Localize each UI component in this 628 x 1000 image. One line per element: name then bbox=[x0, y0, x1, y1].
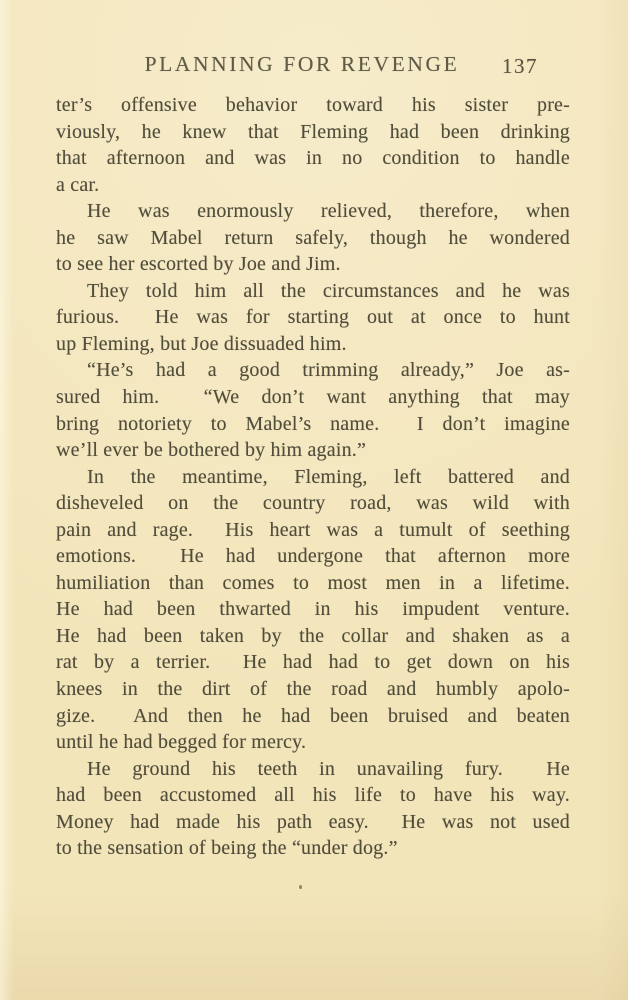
text-line: to the sensation of being the “under dog.” bbox=[56, 837, 398, 860]
text-line: pain and rage. His heart was a tumult of seething bbox=[56, 518, 570, 541]
text-line: to see her escorted by Joe and Jim. bbox=[56, 253, 341, 276]
text-line: He had been taken by the collar and shaken as a bbox=[56, 624, 570, 647]
ink-speck bbox=[299, 885, 302, 889]
text-line: furious. He was for starting out at once to hunt bbox=[56, 306, 570, 329]
text-line: emotions. He had undergone that afternon more bbox=[56, 545, 570, 568]
text-line: Money had made his path easy. He was not used bbox=[56, 810, 570, 833]
text-line: he saw Mabel return safely, though he wondered bbox=[56, 226, 570, 249]
paragraph bbox=[56, 464, 570, 756]
page-number: 137 bbox=[502, 54, 538, 78]
text-line: humiliation than comes to most men in a lifetime. bbox=[56, 571, 570, 594]
text-line: “He’s had a good trimming already,” Joe as- bbox=[87, 359, 570, 382]
text-line: ter’s offensive behavior toward his sister pre- bbox=[56, 94, 570, 116]
text-line: They told him all the circumstances and he was bbox=[87, 279, 570, 302]
paragraph bbox=[56, 198, 570, 278]
text-line: knees in the dirt of the road and humbly apolo- bbox=[56, 678, 570, 701]
text-line: viously, he knew that Fleming had been drinking bbox=[56, 120, 570, 143]
text-line: He ground his teeth in unavailing fury. He bbox=[87, 757, 570, 780]
text-line: bring notoriety to Mabel’s name. I don’t imagine bbox=[56, 412, 570, 435]
text-line: up Fleming, but Joe dissuaded him. bbox=[56, 332, 347, 355]
text-line: a car. bbox=[56, 173, 100, 196]
paragraph bbox=[56, 756, 570, 862]
text-line: had been accustomed all his life to have his way. bbox=[56, 784, 570, 807]
running-head: PLANNING FOR REVENGE bbox=[144, 52, 460, 76]
text-block bbox=[56, 92, 570, 862]
paragraph bbox=[56, 278, 570, 358]
text-line: He was enormously relieved, therefore, when bbox=[87, 200, 570, 223]
paragraph bbox=[56, 92, 570, 198]
paragraph bbox=[56, 357, 570, 463]
text-line: disheveled on the country road, was wild with bbox=[56, 492, 570, 515]
text-line: until he had begged for mercy. bbox=[56, 731, 307, 754]
text-line: we’ll ever be bothered by him again.” bbox=[56, 439, 367, 462]
text-line: that afternoon and was in no condition to handle bbox=[56, 147, 570, 170]
text-line: sured him. “We don’t want anything that may bbox=[56, 386, 570, 409]
text-line: rat by a terrier. He had had to get down on his bbox=[56, 651, 570, 674]
text-line: In the meantime, Fleming, left battered and bbox=[87, 465, 570, 488]
text-line: He had been thwarted in his impudent venture. bbox=[56, 598, 570, 621]
text-line: gize. And then he had been bruised and beaten bbox=[56, 704, 570, 727]
